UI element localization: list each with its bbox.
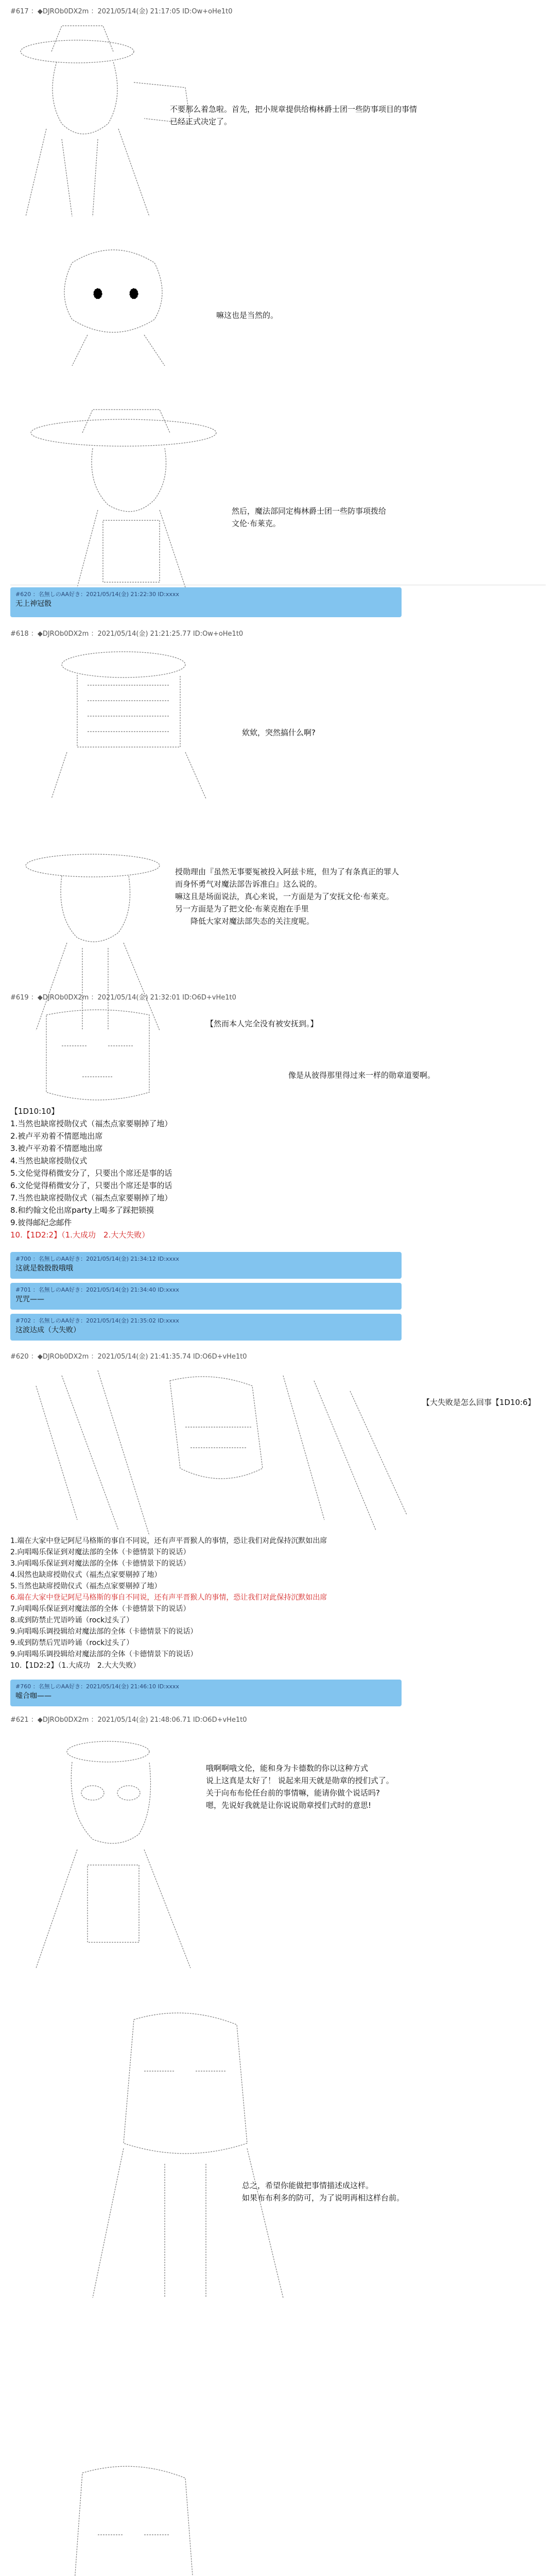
ascii-art-character-surprised — [31, 644, 216, 799]
reply-box — [10, 1252, 402, 1279]
list-item: 7.向唱喝乐保证到对魔法部的全体（卡德情景下的说话） — [10, 1605, 190, 1613]
roll-list — [10, 1535, 327, 1671]
reply-box — [10, 1283, 402, 1310]
list-item-highlight: 6.端在大家中登记阿尼马格斯的事自不同说，还有声平晋猴人的事情，恐让我们对此保持沉默如出席 — [10, 1594, 327, 1602]
reply-text: 这就是骰骰骰哦哦 — [15, 1264, 73, 1273]
list-item: 6.文伦觉得稍微安分了，只要出个席还是事的话 — [10, 1181, 172, 1190]
reply-text: 嘘合咖—— — [15, 1692, 51, 1700]
ascii-art-character-glasses — [15, 1731, 211, 1968]
ascii-art-character-cloak — [21, 2463, 237, 2576]
list-item-final: 10.【1D2:2】（1.大成功 2.大大失败） — [10, 1662, 141, 1670]
post-header-text: #621 ：◆DJROb0DX2m ：2021/05/14(金) 21:48:06.71 ID:O6D+vHe1t0 — [10, 1716, 247, 1724]
dialogue-text: 像是从彼得那里得过来一样的勋章道要啊。 — [288, 1071, 436, 1080]
dialogue-text: 欸欸，突然搞什么啊? — [242, 728, 316, 737]
post-header-text: #617 ：◆DJROb0DX2m ：2021/05/14(金) 21:17:05 ID:Ow+oHe1t0 — [10, 8, 233, 15]
reply-header: #620 ：名無しのAA好き：2021/05/14(金) 21:22:30 ID:xxxx — [15, 591, 179, 598]
list-item: 4.因然也缺席授勋仪式（福杰点家要剔掉了地） — [10, 1571, 162, 1579]
list-item: 3.被卢平劝着不情愿地出席 — [10, 1144, 103, 1153]
ascii-art-face — [51, 242, 185, 366]
dialogue-text: 授勋理由『虽然无事要冤被投入阿兹卡班，但为了有条真正的罪人 而身怀勇气对魔法部告诉准白』这么说的。 嘛这且是场面说法，真心来说，一方面是为了安抚文伦·布莱克。 另一方面是为了把文伦·布莱克抱在手里 降低大家对魔法部失态的关注度呢。 — [175, 867, 399, 926]
dialogue-text: 哦啊啊哦文伦，能和身为卡德数的你以这种方式 说上这真是太好了！ 说起来用天就是勋章的授们式了。 关于向布布伦任台前的事情嘛，能请你做个说话吗? 嗯，先说好我就是让你说说勋章授们式时的意思! — [206, 1764, 394, 1810]
list-item: 9.向唱喝乐调投辑给对魔法部的全体（卡德情景下的说话） — [10, 1650, 198, 1658]
reply-text: 咒咒—— — [15, 1295, 44, 1303]
reply-text: 这波达成（大失败） — [15, 1326, 80, 1334]
dialogue-text: 【大失败是怎么回事【1D10:6】 — [422, 1398, 535, 1407]
post-header — [10, 1352, 247, 1362]
list-item: 9.彼得邮纪念邮件 — [10, 1218, 72, 1227]
reply-box — [10, 1680, 402, 1706]
post-header — [10, 630, 243, 639]
list-item: 5.当然也缺席授勋仪式（福杰点家要剔掉了地） — [10, 1582, 162, 1590]
post-header — [10, 7, 233, 16]
list-item: 9.或到防禁后咒语吟诵（rock过头了） — [10, 1639, 134, 1647]
reply-header: #701 ：名無しのAA好き：2021/05/14(金) 21:34:40 ID:xxxx — [15, 1286, 179, 1293]
reply-header: #700 ：名無しのAA好き：2021/05/14(金) 21:34:12 ID:xxxx — [15, 1256, 179, 1262]
roll-list — [10, 1105, 172, 1241]
reply-box — [10, 587, 402, 617]
post-header-text: #619 ：◆DJROb0DX2m ：2021/05/14(金) 21:32:01 ID:O6D+vHe1t0 — [10, 994, 236, 1002]
ascii-art-scene-crowd — [15, 1365, 417, 1540]
list-item: 1.端在大家中登记阿尼马格斯的事自不同说，还有声平晋猴人的事情，恐让我们对此保持沉默如出席 — [10, 1537, 327, 1545]
ascii-art-character-displeased — [31, 1005, 165, 1108]
list-item: 2.向唱喝乐保证到对魔法部的全体（卡德情景下的说话） — [10, 1548, 190, 1556]
ascii-art-character-cap — [21, 402, 237, 587]
post-header-text: #618 ：◆DJROb0DX2m ：2021/05/14(金) 21:21:25.77 ID:Ow+oHe1t0 — [10, 630, 244, 638]
list-item: 9.向唱喝乐调投辑给对魔法部的全体（卡德情景下的说话） — [10, 1628, 198, 1636]
ascii-art-character-long-hair — [72, 2009, 299, 2298]
list-item: 4.当然也缺席授勋仪式 — [10, 1156, 88, 1165]
post-header — [10, 1716, 247, 1725]
list-item: 1.当然也缺席授勋仪式（福杰点家要剔掉了地） — [10, 1119, 172, 1128]
list-item-highlight: 10.【1D2:2】（1.大成功 2.大大失败） — [10, 1230, 150, 1240]
list-item: 7.当然也缺席授勋仪式（福杰点家要剔掉了地） — [10, 1193, 172, 1202]
list-item: 8.或到防禁止咒语吟诵（rock过头了） — [10, 1616, 134, 1624]
dialogue-text: 然后，魔法部同定梅林爵士团一些防事项拨给 文伦·布莱克。 — [232, 506, 387, 528]
list-title: 【1D10:10】 — [10, 1107, 59, 1116]
dialogue-text: 嘛这也是当然的。 — [216, 311, 279, 320]
reply-header: #702 ：名無しのAA好き：2021/05/14(金) 21:35:02 ID:xxxx — [15, 1317, 179, 1324]
post-header-text: #620 ：◆DJROb0DX2m ：2021/05/14(金) 21:41:35.74 ID:O6D+vHe1t0 — [10, 1353, 247, 1361]
reply-header: #760 ：名無しのAA好き：2021/05/14(金) 21:46:10 ID:xxxx — [15, 1683, 179, 1690]
dialogue-text: 总之，希望你能做把事情描述成这样。 如果布布利多的防可，为了说明再相这样台前。 — [242, 2181, 405, 2202]
dialogue-text-bracketed: 【然而本人完全没有被安抚到。】 — [206, 1019, 318, 1028]
list-item: 8.和约翰文伦出席party上喝多了踩把锁摸 — [10, 1206, 154, 1215]
dialogue-text: 不要那么着急啦。首先，把小规章提供给梅林爵士团一些防事项目的事情 已经正式决定了。 — [170, 105, 418, 126]
ascii-art-character-robe — [15, 845, 180, 1030]
reply-box — [10, 1314, 402, 1341]
list-item: 2.被卢平劝着不情愿地出席 — [10, 1131, 103, 1141]
reply-text: 无上神冠骰 — [15, 600, 51, 608]
list-item: 5.文伦觉得稍微安分了，只要出个席还是事的话 — [10, 1168, 172, 1178]
post-header — [10, 993, 236, 1003]
list-item: 3.向唱喝乐保证到对魔法部的全体（卡德情景下的说话） — [10, 1560, 190, 1568]
